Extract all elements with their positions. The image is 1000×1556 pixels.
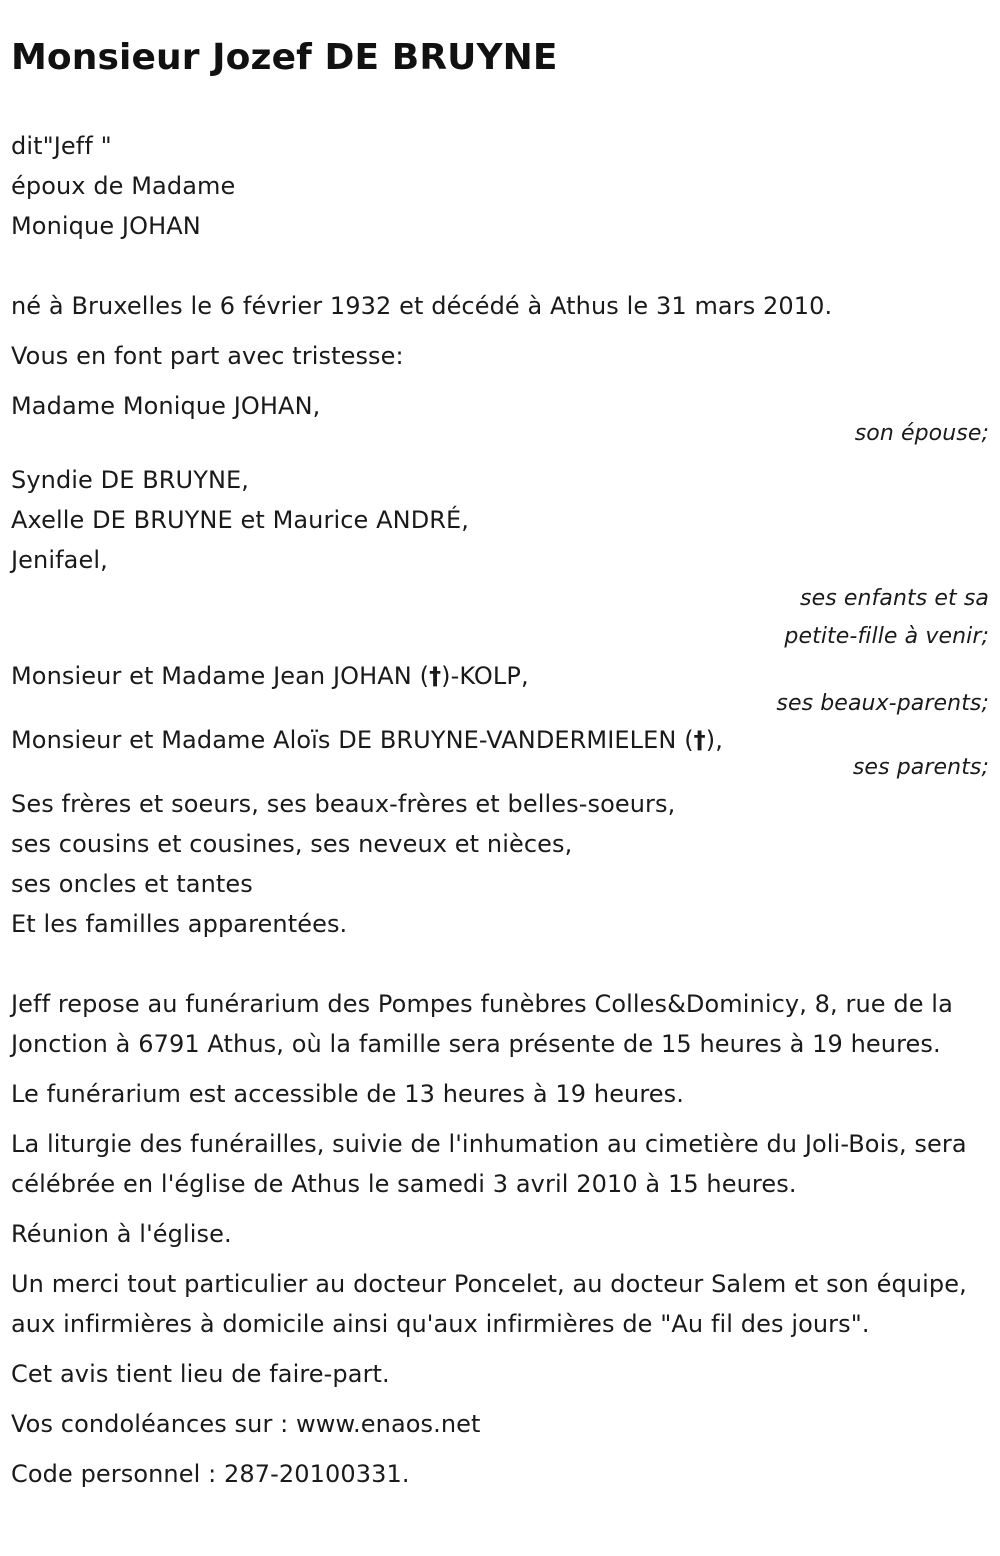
access-paragraph: Le funérarium est accessible de 13 heures à 19 heures. [11,1080,685,1108]
child-line-3: Jenifael, [11,546,108,574]
spouse-family-line: Madame Monique JOHAN, [11,392,321,420]
birth-death-dates: né à Bruxelles le 6 février 1932 et décédé à Athus le 31 mars 2010. [11,292,833,320]
other-family-line-4: Et les familles apparentées. [11,910,348,938]
notice-paragraph: Cet avis tient lieu de faire-part. [11,1360,390,1388]
nickname: dit"Jeff " [11,132,112,160]
spouse-label: époux de Madame [11,172,236,200]
child-line-1: Syndie DE BRUYNE, [11,466,250,494]
spouse-relation: son épouse; [854,421,989,446]
other-family-line-2: ses cousins et cousines, ses neveux et nièces, [11,830,573,858]
in-laws-line: Monsieur et Madame Jean JOHAN (†)-KOLP, [11,662,529,690]
in-laws-relation: ses beaux-parents; [776,691,989,716]
announcement-intro: Vous en font part avec tristesse: [11,342,404,370]
other-family-line-1: Ses frères et soeurs, ses beaux-frères et belles-soeurs, [11,790,676,818]
parents-line: Monsieur et Madame Aloïs DE BRUYNE-VANDERMIELEN (†), [11,726,723,754]
parents-relation: ses parents; [852,755,989,780]
cross-icon: † [693,726,706,754]
obituary-notice [11,36,991,1494]
thanks-paragraph: Un merci tout particulier au docteur Poncelet, au docteur Salem et son équipe, aux infirmières à domicile ainsi qu'aux infirmières de "Au fil des jours". [11,1270,967,1338]
personal-code: Code personnel : 287-20100331. [11,1460,410,1488]
repose-paragraph: Jeff repose au funérarium des Pompes funèbres Colles&Dominicy, 8, rue de la Jonction à 6791 Athus, où la famille sera présente de 15 heures à 19 heures. [11,990,953,1058]
deceased-name-title: Monsieur Jozef DE BRUYNE [11,37,558,78]
children-relation-line-1: ses enfants et sa [800,586,989,611]
condolences-paragraph: Vos condoléances sur : www.enaos.net [11,1410,481,1438]
children-relation-line-2: petite-fille à venir; [784,624,989,649]
other-family-line-3: ses oncles et tantes [11,870,253,898]
meeting-paragraph: Réunion à l'église. [11,1220,232,1248]
cross-icon: † [429,662,442,690]
child-line-2: Axelle DE BRUYNE et Maurice ANDRÉ, [11,506,470,534]
spouse-name: Monique JOHAN [11,212,201,240]
liturgy-paragraph: La liturgie des funérailles, suivie de l'inhumation au cimetière du Joli-Bois, sera célébrée en l'église de Athus le samedi 3 avril 2010 à 15 heures. [11,1130,967,1198]
